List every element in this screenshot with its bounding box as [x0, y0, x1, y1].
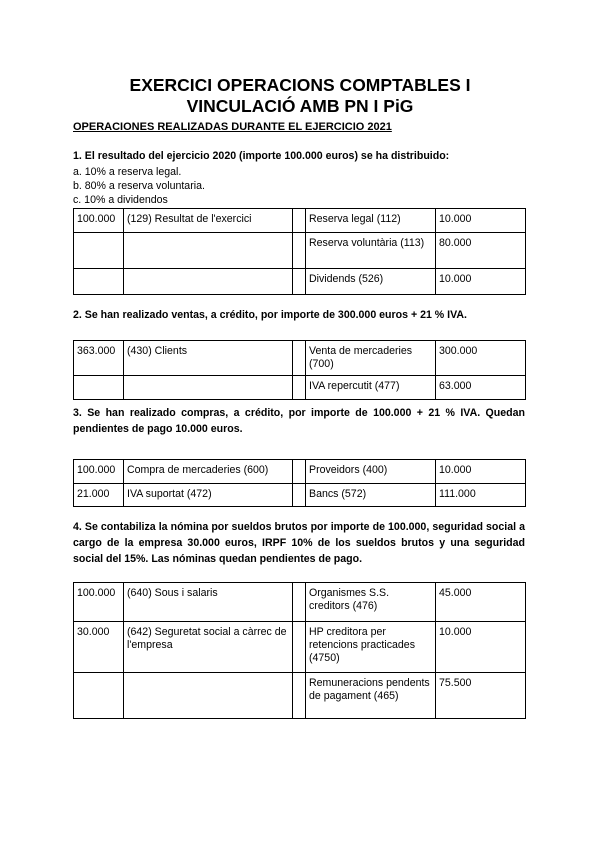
- question-1-heading: 1. El resultado del ejercicio 2020 (importe 100.000 euros) se ha distribuido:: [73, 150, 450, 162]
- credit-amount-cell: 300.000: [436, 341, 526, 376]
- debit-account-cell: (642) Seguretat social a càrrec de l'empresa: [124, 622, 293, 673]
- table-row: [74, 673, 526, 719]
- question-1-item-a: a. 10% a reserva legal.: [73, 166, 182, 178]
- credit-account-cell: Reserva legal (112): [306, 209, 436, 233]
- separator-cell: [293, 583, 306, 622]
- separator-cell: [293, 673, 306, 719]
- credit-account-cell: Dividends (526): [306, 269, 436, 295]
- debit-amount-cell: 21.000: [74, 484, 124, 507]
- question-4-heading: 4. Se contabiliza la nómina por sueldos brutos por importe de 100.000, seguridad social a cargo de la empresa 30.000 euros, IRPF 10% de los sueldos brutos y una seguridad social del 15%. Las nóminas quedan pendientes de pago.: [73, 521, 525, 565]
- credit-amount-cell: 10.000: [436, 622, 526, 673]
- document-title-line-2: VINCULACIÓ AMB PN I PiG: [186, 96, 414, 116]
- debit-account-cell: [124, 269, 293, 295]
- credit-account-cell: IVA repercutit (477): [306, 376, 436, 400]
- table-row: [74, 233, 526, 269]
- credit-amount-cell: 63.000: [436, 376, 526, 400]
- table-row: [74, 376, 526, 400]
- credit-account-cell: Bancs (572): [306, 484, 436, 507]
- debit-account-cell: (640) Sous i salaris: [124, 583, 293, 622]
- credit-account-cell: HP creditora per retencions practicades (4750): [306, 622, 436, 673]
- credit-amount-cell: 10.000: [436, 209, 526, 233]
- table-row: [74, 269, 526, 295]
- journal-table-2: [73, 340, 526, 400]
- document-title-line-1: EXERCICI OPERACIONS COMPTABLES I: [129, 75, 471, 95]
- debit-account-cell: IVA suportat (472): [124, 484, 293, 507]
- credit-amount-cell: 111.000: [436, 484, 526, 507]
- credit-account-cell: Organismes S.S. creditors (476): [306, 583, 436, 622]
- separator-cell: [293, 233, 306, 269]
- debit-amount-cell: 30.000: [74, 622, 124, 673]
- separator-cell: [293, 622, 306, 673]
- credit-amount-cell: 80.000: [436, 233, 526, 269]
- separator-cell: [293, 460, 306, 484]
- credit-account-cell: Reserva voluntària (113): [306, 233, 436, 269]
- debit-amount-cell: [74, 673, 124, 719]
- debit-amount-cell: 100.000: [74, 583, 124, 622]
- table-row: [74, 484, 526, 507]
- credit-amount-cell: 45.000: [436, 583, 526, 622]
- debit-amount-cell: [74, 233, 124, 269]
- table-row: [74, 209, 526, 233]
- debit-amount-cell: 100.000: [74, 209, 124, 233]
- question-3-heading: 3. Se han realizado compras, a crédito, por importe de 100.000 + 21 % IVA. Quedan pendientes de pago 10.000 euros.: [73, 407, 525, 435]
- debit-account-cell: [124, 376, 293, 400]
- separator-cell: [293, 341, 306, 376]
- table-row: [74, 583, 526, 622]
- table-row: [74, 341, 526, 376]
- credit-amount-cell: 10.000: [436, 460, 526, 484]
- separator-cell: [293, 269, 306, 295]
- separator-cell: [293, 376, 306, 400]
- section-subtitle: OPERACIONES REALIZADAS DURANTE EL EJERCICIO 2021: [73, 121, 392, 133]
- debit-amount-cell: [74, 269, 124, 295]
- separator-cell: [293, 209, 306, 233]
- credit-amount-cell: 75.500: [436, 673, 526, 719]
- debit-amount-cell: [74, 376, 124, 400]
- table-row: [74, 460, 526, 484]
- credit-account-cell: Remuneracions pendents de pagament (465): [306, 673, 436, 719]
- debit-amount-cell: 100.000: [74, 460, 124, 484]
- question-1-item-c: c. 10% a dividendos: [73, 194, 168, 206]
- journal-table-4: [73, 582, 526, 719]
- journal-table-3: [73, 459, 526, 507]
- debit-account-cell: (430) Clients: [124, 341, 293, 376]
- debit-account-cell: Compra de mercaderies (600): [124, 460, 293, 484]
- debit-account-cell: [124, 233, 293, 269]
- table-row: [74, 622, 526, 673]
- separator-cell: [293, 484, 306, 507]
- credit-amount-cell: 10.000: [436, 269, 526, 295]
- debit-account-cell: (129) Resultat de l'exercici: [124, 209, 293, 233]
- debit-account-cell: [124, 673, 293, 719]
- journal-table-1: [73, 208, 526, 295]
- credit-account-cell: Venta de mercaderies (700): [306, 341, 436, 376]
- question-2-heading: 2. Se han realizado ventas, a crédito, por importe de 300.000 euros + 21 % IVA.: [73, 309, 467, 321]
- debit-amount-cell: 363.000: [74, 341, 124, 376]
- question-1-item-b: b. 80% a reserva voluntaria.: [73, 180, 205, 192]
- credit-account-cell: Proveidors (400): [306, 460, 436, 484]
